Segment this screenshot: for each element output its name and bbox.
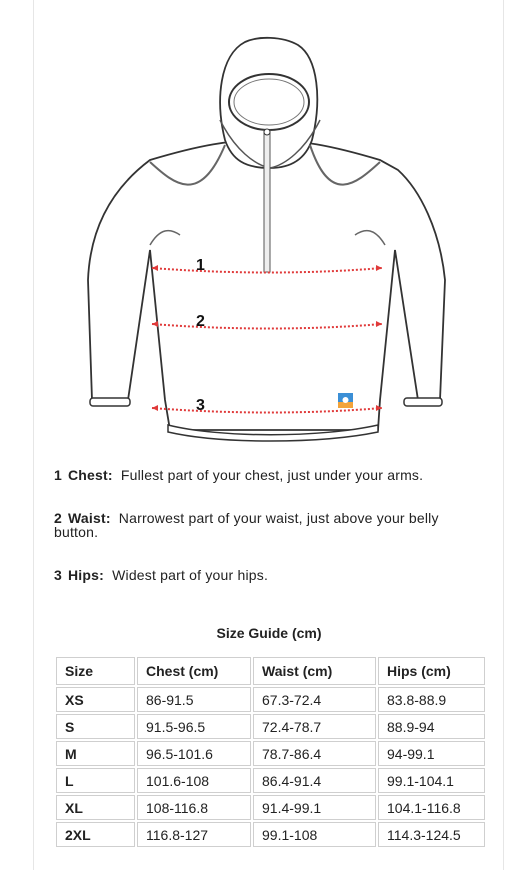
- measurement-waist: [54, 511, 474, 539]
- right-cuff: [404, 398, 442, 406]
- hips-cell: 114.3-124.5: [378, 822, 485, 847]
- brand-badge-icon: [338, 393, 353, 408]
- hips-cell: 94-99.1: [378, 741, 485, 766]
- marker-3: 3: [196, 397, 205, 414]
- table-row: [56, 687, 485, 712]
- size-cell: XS: [56, 687, 135, 712]
- waist-cell: 99.1-108: [253, 822, 376, 847]
- waist-cell: 86.4-91.4: [253, 768, 376, 793]
- size-cell: XL: [56, 795, 135, 820]
- marker-2: 2: [196, 313, 205, 330]
- zipper: [264, 130, 270, 272]
- measurement-name: Chest:: [68, 467, 113, 483]
- measurement-number: 1: [54, 467, 62, 483]
- chest-cell: 91.5-96.5: [137, 714, 251, 739]
- header-chest: Chest (cm): [137, 657, 251, 685]
- marker-1: 1: [196, 257, 205, 274]
- chest-cell: 101.6-108: [137, 768, 251, 793]
- size-cell: 2XL: [56, 822, 135, 847]
- size-cell: S: [56, 714, 135, 739]
- chest-cell: 108-116.8: [137, 795, 251, 820]
- table-row: [56, 822, 485, 847]
- chest-cell: 86-91.5: [137, 687, 251, 712]
- header-size: Size: [56, 657, 135, 685]
- table-row: [56, 795, 485, 820]
- measurement-name: Hips:: [68, 567, 104, 583]
- size-cell: L: [56, 768, 135, 793]
- size-guide-table: [54, 655, 487, 849]
- header-hips: Hips (cm): [378, 657, 485, 685]
- measurement-number: 2: [54, 510, 62, 526]
- left-cuff: [90, 398, 130, 406]
- measurement-hips: [54, 568, 474, 582]
- measurement-chest: [54, 468, 474, 482]
- measurement-name: Waist:: [68, 510, 111, 526]
- table-row: [56, 714, 485, 739]
- header-waist: Waist (cm): [253, 657, 376, 685]
- table-header-row: [56, 657, 485, 685]
- measurement-description: Narrowest part of your waist, just above your belly button.: [54, 510, 439, 540]
- waist-cell: 91.4-99.1: [253, 795, 376, 820]
- hips-cell: 88.9-94: [378, 714, 485, 739]
- hood-opening: [229, 74, 309, 130]
- waist-cell: 67.3-72.4: [253, 687, 376, 712]
- measurement-description: Widest part of your hips.: [112, 567, 269, 583]
- waist-cell: 78.7-86.4: [253, 741, 376, 766]
- measurement-description: Fullest part of your chest, just under your arms.: [120, 467, 424, 483]
- chest-cell: 96.5-101.6: [137, 741, 251, 766]
- size-cell: M: [56, 741, 135, 766]
- waist-cell: 72.4-78.7: [253, 714, 376, 739]
- hips-cell: 104.1-116.8: [378, 795, 485, 820]
- hips-cell: 99.1-104.1: [378, 768, 485, 793]
- table-row: [56, 768, 485, 793]
- chest-cell: 116.8-127: [137, 822, 251, 847]
- hips-cell: 83.8-88.9: [378, 687, 485, 712]
- measurement-number: 3: [54, 567, 62, 583]
- size-guide-title: Size Guide (cm): [216, 625, 322, 641]
- table-row: [56, 741, 485, 766]
